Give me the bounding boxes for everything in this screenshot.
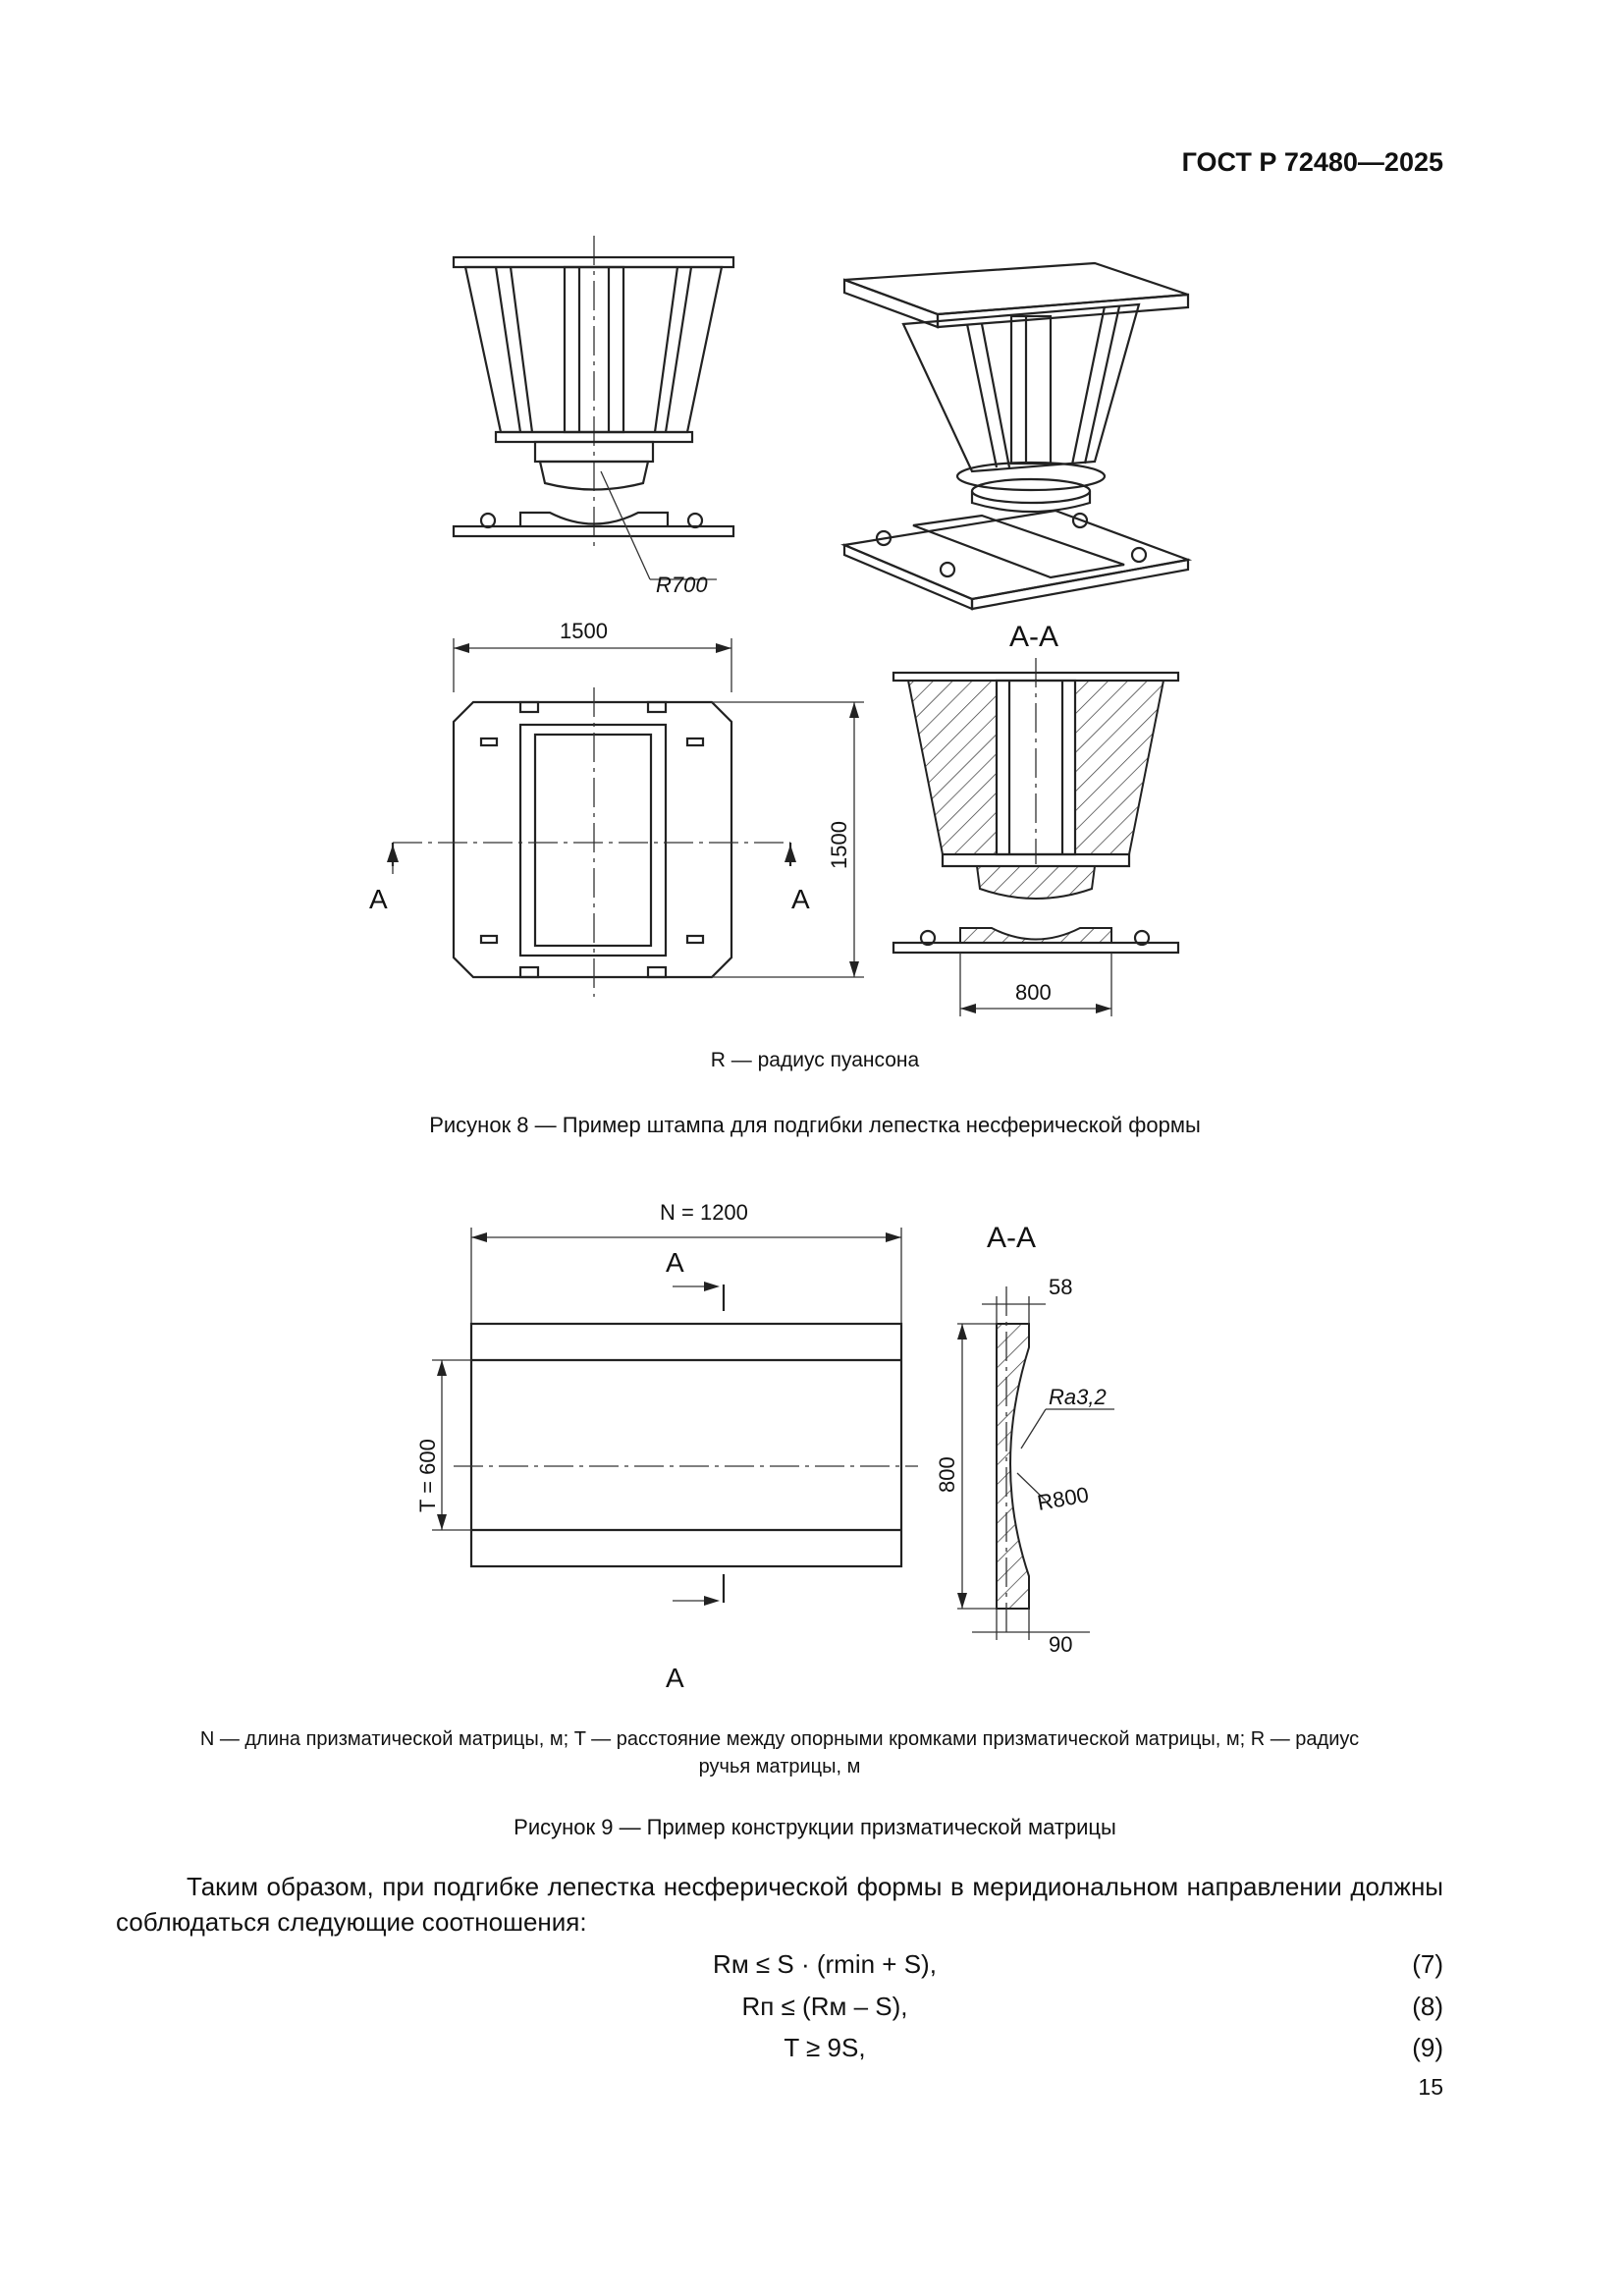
fig9-section-mark-top: А	[666, 1247, 684, 1278]
fig9-legend-line-1: N — длина призматической матрицы, м; T — расстояние между опорными кромками призматической матрицы, м; R — радиус	[199, 1728, 1360, 1750]
equation-7: Rм ≤ S · (rmin + S),	[713, 1949, 937, 1979]
equation-8: Rп ≤ (Rм – S),	[741, 1992, 908, 2021]
fig9-legend	[116, 1725, 1443, 1780]
fig8-section-mark-left: А	[369, 884, 388, 914]
fig8-legend	[393, 1049, 1237, 1072]
fig9-length-label: N = 1200	[660, 1200, 748, 1225]
fig8-section-mark-right: А	[791, 884, 810, 914]
equation-9-number: (9)	[1412, 2033, 1443, 2062]
die-section-view	[893, 658, 1178, 1016]
matrix-front-view	[432, 1228, 918, 1606]
die-isometric-view	[844, 263, 1188, 609]
fig8-legend-text: R — радиус пуансона	[710, 1049, 920, 1071]
figure-9-drawing	[0, 1178, 1623, 1728]
fig8-height-label: 1500	[827, 821, 851, 869]
page-number: 15	[1418, 2074, 1443, 2100]
fig8-radius-label: R700	[656, 573, 708, 597]
fig9-span-label: T = 600	[415, 1439, 440, 1512]
fig9-dim-top-label: 58	[1049, 1275, 1073, 1299]
fig9-section-title: А-А	[987, 1222, 1037, 1254]
equation-9: T ≥ 9S,	[784, 2033, 866, 2062]
fig9-section-mark-bottom: А	[666, 1663, 684, 1693]
die-front-view	[454, 236, 733, 579]
fig9-dim-bottom-label: 90	[1049, 1632, 1073, 1657]
fig9-roughness-label: Ra3,2	[1049, 1385, 1107, 1409]
fig9-caption: Рисунок 9 — Пример конструкции призматической матрицы	[514, 1815, 1116, 1839]
fig9-height-label: 800	[935, 1456, 959, 1493]
fig8-section-title: А-А	[1009, 621, 1059, 653]
matrix-section-view	[957, 1286, 1114, 1640]
fig8-bottom-dim-label: 800	[1015, 980, 1052, 1005]
equation-7-number: (7)	[1412, 1949, 1443, 1979]
fig9-legend-line-2: ручья матрицы, м	[698, 1756, 861, 1777]
fig8-caption: Рисунок 8 — Пример штампа для подгибки лепестка несферической формы	[429, 1113, 1201, 1137]
fig9-radius-label: R800	[1035, 1482, 1091, 1515]
document-header: ГОСТ Р 72480—2025	[1181, 147, 1443, 177]
body-paragraph: Таким образом, при подгибке лепестка несферической формы в меридиональном направлении должны соблюдаться следующие соотношения:	[116, 1872, 1443, 1937]
fig8-width-label: 1500	[560, 619, 608, 643]
equation-8-number: (8)	[1412, 1992, 1443, 2021]
die-plan-view	[387, 638, 864, 997]
